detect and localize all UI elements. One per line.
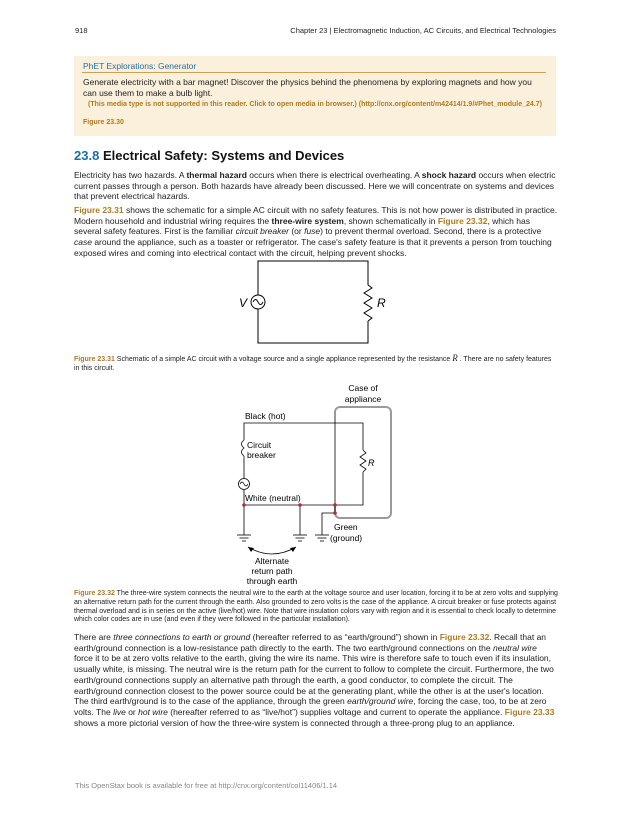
figure-link[interactable]: Figure 23.33 [504, 706, 555, 717]
paragraph-grounding: There are three connections to earth or ground (hereafter referred to as “earth/ground”) shown in Figure 23.32. Recall that an earth/ground connection is a low-resistance path directly to the earth. The two earth/ground connections on the neutral wire force it to be at zero volts relative to the earth, giving the wire its name. This wire is therefore safe to touch even if its insulation, usually white, is missing. The neutral wire is the return path for the current to follow to complete the circuit. Furthermore, the two earth/ground connections supply an alternative path through the earth, a good conductor, to complete the circuit. The earth/ground connection closest to the power source could be at the generating plant, while the other is at the user's location. The third earth/ground is to the case of the appliance, through the green earth/ground wire, forcing the case, too, to be at zero volts. The live or hot wire (hereafter referred to as “live/hot”) supplies voltage and current to operate the appliance. Figure 23.33 shows a more pictorial version of how the three-wire system is connected through a three-prong plug to an appliance. [74, 632, 555, 728]
resistor-icon [360, 450, 366, 472]
circuit-wire [258, 261, 368, 343]
alternate-path-arrow [248, 547, 296, 554]
figure-23-32-diagram [215, 380, 415, 590]
green-ground-label: Green [334, 522, 358, 532]
circuit-breaker-icon [242, 440, 245, 456]
figure-23-31-caption: Figure 23.31 Schematic of a simple AC circuit with a voltage source and a single appliance represented by the resistance R . There are no safety features in this circuit. [74, 353, 552, 372]
phet-title[interactable]: PhET Explorations: Generator [83, 61, 197, 71]
phet-body: Generate electricity with a bar magnet! Discover the physics behind the phenomena by exploring magnets and how you can use them to make a bulb light. [83, 77, 532, 98]
ground-symbol-icon [315, 535, 329, 541]
voltage-label: V [239, 296, 248, 310]
black-hot-label: Black (hot) [245, 411, 286, 421]
section-heading [74, 148, 344, 163]
ground-symbol-icon [237, 535, 251, 541]
figure-23-32-caption: Figure 23.32 The three-wire system connects the neutral wire to the earth at the voltage source and user location, forcing it to be at zero volts and supplying an alternative return path for the current through the earth. Also grounded to zero volts is the case of the appliance. A circuit breaker or fuse protects against thermal overload and is in series on the active (live/hot) wire. Note that wire insulation colors vary with region and it is essential to check locally to determine which color codes are in use (and even if they were followed in the particular installation). [74, 590, 558, 624]
figure-link[interactable]: Figure 23.32 [439, 632, 490, 642]
resistance-label: R [368, 458, 375, 468]
paragraph-hazards: Electricity has two hazards. A thermal hazard occurs when there is electrical overheating. A shock hazard occurs when electric current passes through a person. Both hazards have already been discussed. Here we will concentrate on systems and devices that prevent electrical hazards. [74, 170, 556, 202]
page-footer: This OpenStax book is available for free at http://cnx.org/content/col11406/1.14 [75, 781, 338, 790]
case-label: Case of [348, 383, 378, 393]
phet-divider [82, 72, 546, 73]
figure-23-31-diagram [230, 255, 400, 350]
alternate-path-label: Alternate [254, 556, 290, 566]
phet-media-link[interactable]: (This media type is not supported in this reader. Click to open media in browser.) (http://cnx.org/content/m42414/1.9/#Phet_module_24.7) [88, 101, 542, 108]
case-label-2: appliance [344, 394, 382, 404]
breaker-label: Circuit [247, 440, 272, 450]
page-number: 918 [75, 26, 88, 35]
figure-link[interactable]: Figure 23.32 [437, 215, 488, 226]
phet-figure-label: Figure 23.30 [83, 119, 124, 126]
ground-symbol-icon [293, 535, 307, 541]
white-neutral-label: White (neutral) [245, 493, 301, 503]
green-ground-label-2: (ground) [330, 533, 363, 543]
phet-box [74, 56, 556, 136]
section-number: 23.8 [74, 148, 100, 163]
alternate-path-label-2: return path [251, 566, 293, 576]
paragraph-schematic: Figure 23.31 shows the schematic for a simple AC circuit with no safety features. This is not how power is distributed in practice. Modern household and industrial wiring requires the three-wire system, shown schematically in Figure 23.32, which has several safety features. First is the familiar circuit breaker (or fuse) to prevent thermal overload. Second, there is a protective case around the appliance, such as a toaster or refrigerator. The case's safety feature is that it prevents a person from touching exposed wires and coming into electrical contact with the circuit, helping prevent shocks. [74, 205, 558, 258]
alternate-path-label-3: through earth [246, 576, 298, 586]
section-title: Electrical Safety: Systems and Devices [102, 148, 345, 163]
breaker-label-2: breaker [247, 450, 276, 460]
chapter-header: Chapter 23 | Electromagnetic Induction, AC Circuits, and Electrical Technologies [290, 26, 556, 35]
figure-link[interactable]: Figure 23.31 [74, 205, 124, 215]
resistance-label: R [377, 296, 386, 310]
